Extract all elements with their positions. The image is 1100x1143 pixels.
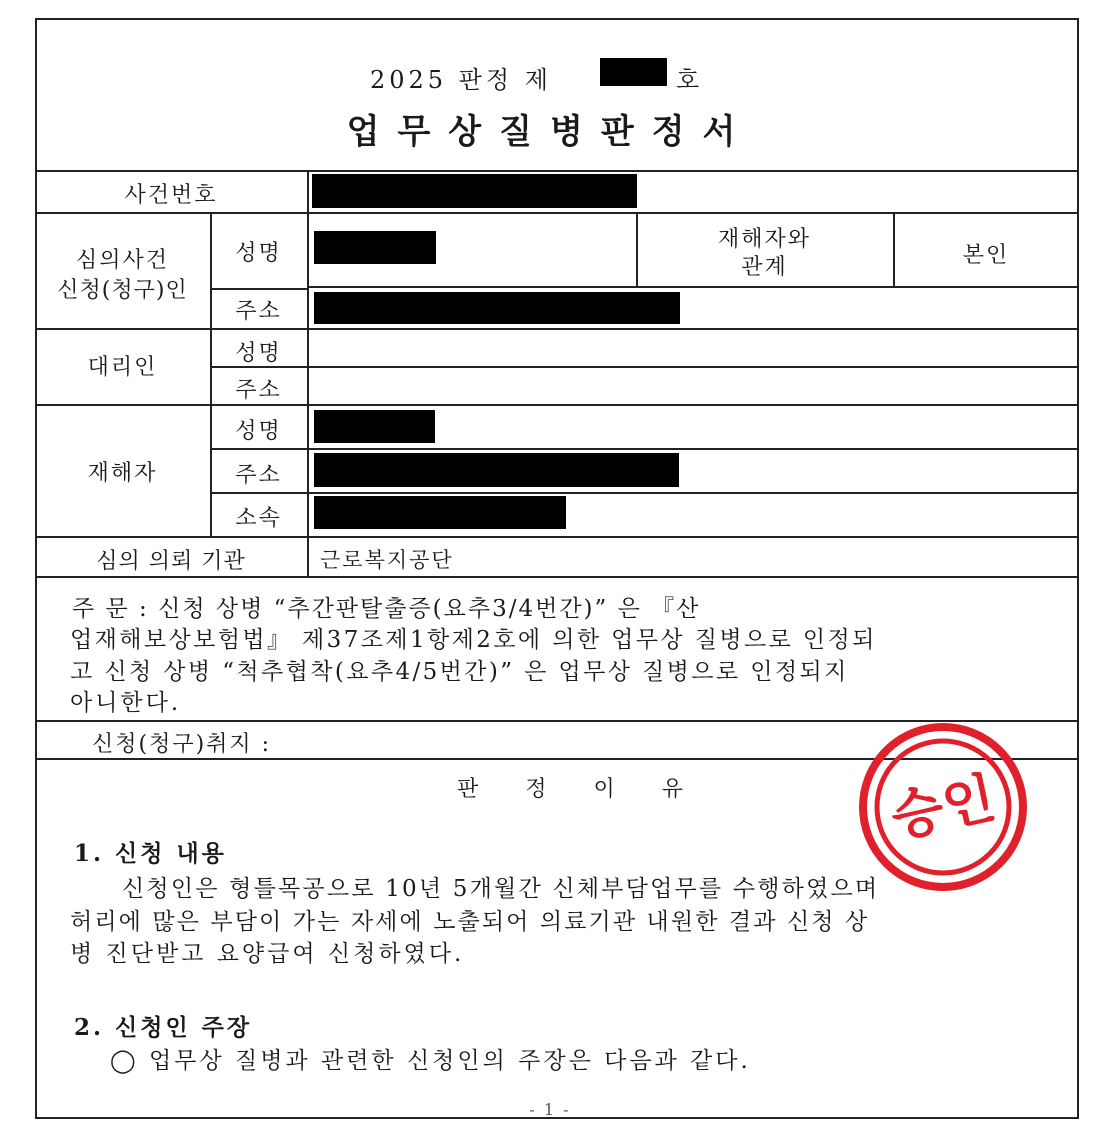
relation-label-line1: 재해자와	[717, 227, 811, 252]
order-line-3: 고 신청 상병 “척추협착(요추4/5번간)” 은 업무상 질병으로 인정되지	[70, 659, 849, 685]
section1-line-3: 병 진단받고 요양급여 신청하였다.	[70, 941, 465, 967]
svg-text:승인: 승인	[885, 765, 1001, 850]
section2-line-1: ◯ 업무상 질병과 관련한 신청인의 주장은 다음과 같다.	[110, 1048, 751, 1074]
case-suffix: 호	[676, 66, 704, 94]
reason-title: 판 정 이 유	[457, 777, 703, 802]
section1-line-1: 신청인은 형틀목공으로 10년 5개월간 신체부담업무를 수행하였으며	[122, 876, 880, 902]
applicant-label	[35, 246, 210, 306]
victim-name-label: 성명	[235, 419, 282, 444]
case-prefix: 2025 판정 제	[370, 66, 552, 94]
page-number: - 1 -	[529, 1100, 571, 1119]
section2-heading: 2. 신청인 주장	[74, 1014, 253, 1041]
applicant-label-line1: 심의사건	[75, 248, 169, 273]
divider	[35, 328, 1079, 330]
redacted-applicant-address	[314, 292, 680, 324]
approval-stamp	[858, 722, 1028, 892]
divider	[35, 170, 1079, 172]
redacted-victim-affiliation	[314, 496, 566, 529]
victim-address-label: 주소	[235, 463, 282, 488]
case-number-heading	[370, 60, 610, 95]
agent-name-label: 성명	[235, 341, 282, 366]
approval-stamp-graphic	[858, 722, 1028, 892]
redacted-case-number-value	[312, 174, 637, 208]
divider	[308, 286, 1079, 288]
case-number-label: 사건번호	[124, 183, 218, 208]
agent-label: 대리인	[87, 355, 158, 380]
redacted-victim-name	[314, 410, 435, 443]
relation-value: 본인	[962, 243, 1010, 268]
agency-label: 심의 의뢰 기관	[96, 549, 246, 574]
order-line-4: 아니한다.	[70, 690, 182, 716]
redacted-applicant-name	[314, 231, 436, 264]
divider	[35, 212, 1079, 214]
purpose-label: 신청(청구)취지 :	[92, 732, 272, 757]
divider	[210, 288, 308, 290]
divider	[307, 170, 309, 576]
agent-address-label: 주소	[235, 378, 282, 403]
applicant-address-label: 주소	[235, 299, 282, 324]
applicant-label-line2: 신청(청구)인	[57, 278, 188, 303]
divider	[210, 366, 1079, 368]
order-line-2: 업재해보상보험법』 제37조제1항제2호에 의한 업무상 질병으로 인정되	[70, 627, 877, 653]
section1-heading: 1. 신청 내용	[74, 840, 227, 867]
section1-line-2: 허리에 많은 부담이 가는 자세에 노출되어 의료기관 내원한 결과 신청 상	[70, 909, 870, 935]
redacted-victim-address	[314, 453, 679, 487]
relation-label-line2: 관계	[741, 255, 788, 280]
victim-label: 재해자	[87, 461, 158, 486]
relation-label	[636, 226, 893, 282]
divider	[35, 404, 1079, 406]
victim-affiliation-label: 소속	[235, 506, 282, 531]
order-line-1: 주 문 : 신청 상병 “추간판탈출증(요추3/4번간)” 은 『산	[72, 596, 701, 622]
divider	[210, 448, 1079, 450]
divider	[35, 576, 1079, 578]
redacted-case-number	[600, 58, 667, 86]
divider	[35, 536, 1079, 538]
agency-value: 근로복지공단	[320, 548, 454, 572]
divider	[210, 492, 1079, 494]
document-title: 업무상질병판정서	[346, 112, 754, 152]
applicant-name-label: 성명	[235, 241, 282, 266]
